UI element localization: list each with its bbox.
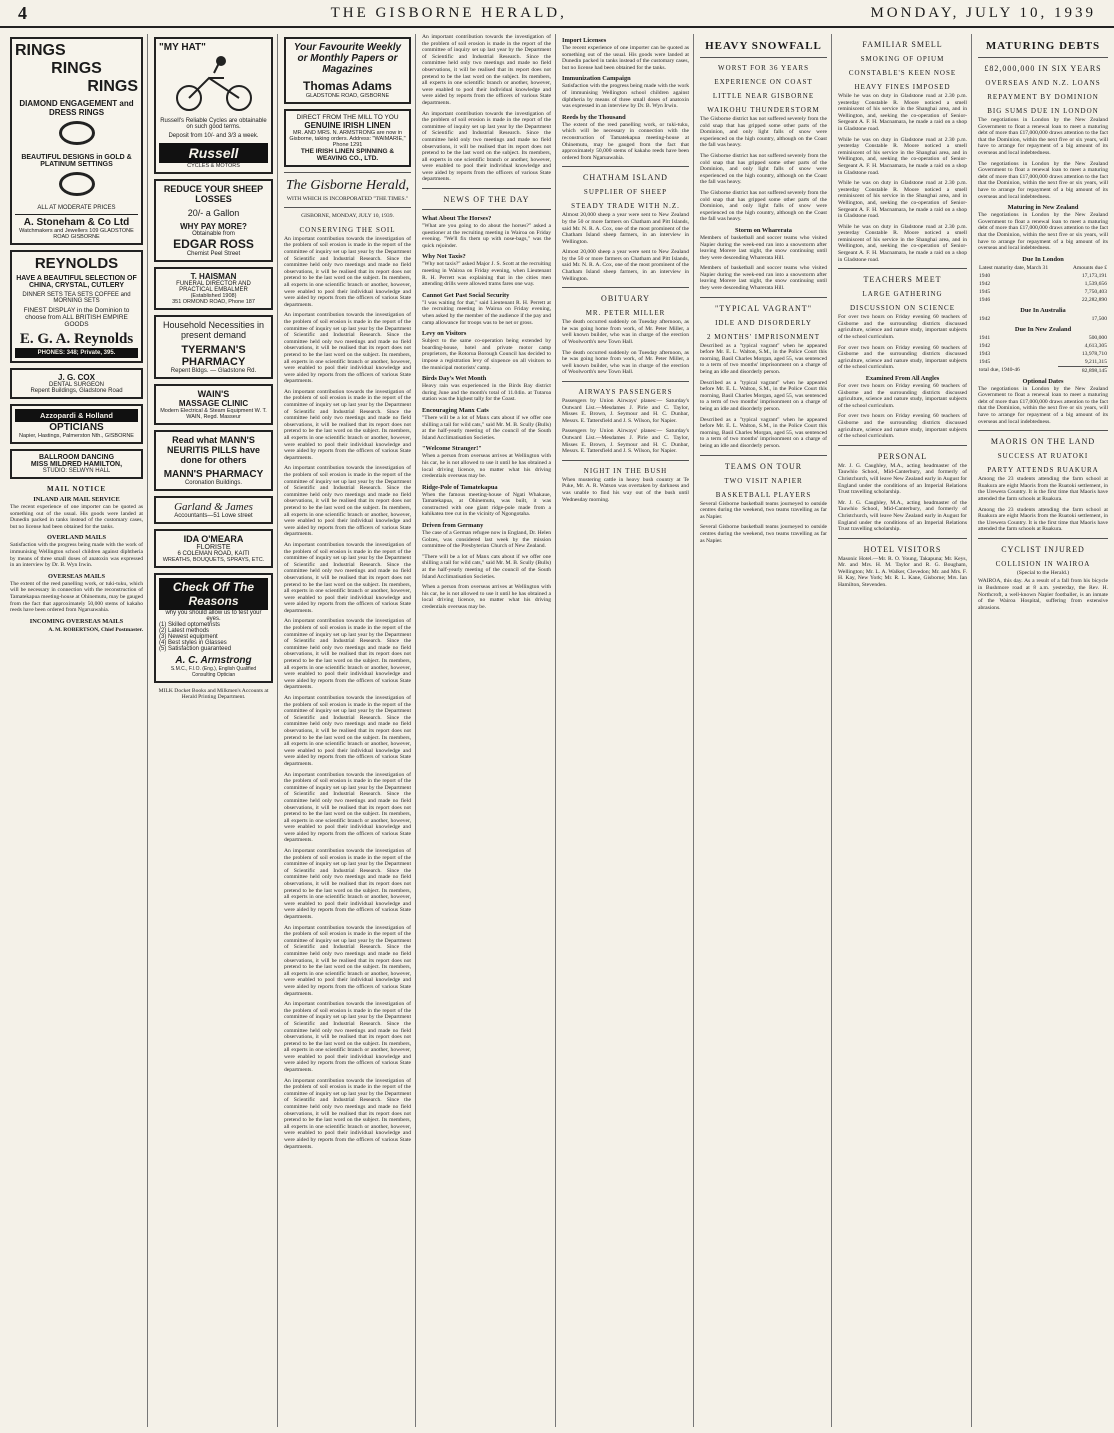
table-row — [978, 350, 1108, 358]
chatham-sub2: STEADY TRADE WITH N.Z. — [571, 202, 680, 211]
editorial-dateline: GISBORNE, MONDAY, JULY 10, 1939. — [301, 213, 394, 220]
haisman-role: FUNERAL DIRECTOR AND PRACTICAL EMBALMER — [176, 281, 251, 293]
opium-sub2: CONSTABLE'S KEEN NOSE — [848, 69, 957, 77]
linen-ad — [284, 109, 411, 167]
cyclist-credit: (Special to the Herald.) — [1016, 570, 1070, 576]
russell-deposit: Deposit from 10/- and 3/3 a week. — [168, 133, 259, 139]
bush-body: When mustering cattle in heavy bush country at Te Puke, Mr. A. R. Watson was overtaken by darkness and was unable to find his way out of the bush until Wednesday morning. — [562, 476, 689, 503]
teachers-body: For over two hours on Friday evening 60 teachers of Gisborne and the surrounding districts discussed agriculture, science and nature study, important subjects of the school curriculum. — [838, 314, 967, 341]
storm-body: Members of basketball and soccer teams who visited Napier during the week-end ran into a snowstorm after leaving Morere last night, the snow continuing until they were descending Wharerata Hill. — [700, 265, 827, 292]
editorial-body-cont: An important contribution towards the investigation of the problem of soil erosion is made in the report of the committee of inquiry set up last year by the Department of Scientific and Industrial Research. Since the committee held only two meetings and made no field observations, it will be realised that its report does not pretend to be the last word on the subject. Its members, all experts in one scientific branch or another, however, were enabled to pool their individual knowledge and were aided by reports from the officers of various State departments. — [284, 1077, 411, 1150]
divider — [562, 381, 689, 382]
table-cell: 1942 — [979, 280, 991, 287]
cox-ad — [10, 368, 143, 399]
debts-title: MATURING DEBTS — [985, 40, 1101, 52]
table-row — [978, 315, 1108, 323]
teams-body: Several Gisborne basketball teams journeyed to outside centres during the weekend, two teams travelling as far as Napier. — [700, 524, 827, 544]
checkoff-item: (5) Satisfaction guaranteed — [159, 646, 232, 652]
azzopardi-role: OPTICIANS — [49, 422, 104, 433]
divider — [284, 207, 411, 208]
table-row — [978, 342, 1108, 350]
editorial-body-cont: An important contribution towards the investigation of the problem of soil erosion is made in the report of the committee of inquiry set up last year by the Department of Scientific and Industrial Research. Since the committee held only two meetings and made no field observations, it will be realised that its report does not pretend to be the last word on the subject. Its members, all experts in one scientific branch or another, however, were enabled to pool their individual knowledge and were aided by reports from the officers of various State departments. — [284, 1001, 411, 1074]
table-header-row — [978, 264, 1108, 272]
azzopardi-places: Napier, Hastings, Palmerston Nth., GISBORNE — [19, 433, 134, 439]
magazines-brand: Thomas Adams — [303, 79, 392, 93]
editorial-body-cont: An important contribution towards the investigation of the problem of soil erosion is made in the report of the committee of inquiry set up last year by the Department of Scientific and Industrial Research. Since the committee held only two meetings and made no field observations, it will be realised that its report does not pretend to be the last word on the subject. Its members, all experts in one scientific branch or another, however, were enabled to pool their individual knowledge and were aided by reports from the officers of various State departments. — [284, 771, 411, 844]
debts-sub4: BIG SUMS DUE IN LONDON — [987, 107, 1099, 115]
license-head: Immunization Campaign — [562, 75, 631, 83]
vagrant-sub1: IDLE AND DISORDERLY — [715, 318, 812, 327]
table-row — [978, 366, 1108, 375]
table-row — [978, 288, 1108, 296]
haisman-est: (Established 1908) — [190, 293, 237, 299]
airways-body: Passengers by Union Airways' planes:— Saturday's Outward List.—Mesdames J. Pirie and C. Taylor, Misses E. Brown, J. Seymour and H. C. Dunbar, Messrs. E. Tattersfield and J. S. Wilson, for Napier. — [562, 398, 689, 424]
russell-text: Russell's Reliable Cycles are obtainable on such good terms. — [160, 118, 267, 130]
hotel-title: HOTEL VISITORS — [863, 544, 942, 554]
divider — [838, 445, 967, 446]
russell-ad — [154, 37, 273, 174]
russell-brand: Russell — [159, 143, 268, 163]
checkoff-brand: A. C. Armstrong — [175, 655, 252, 666]
omeara-sub: WREATHS, BOUQUETS, SPRAYS, ETC. — [162, 557, 265, 563]
manns-brand: MANN'S PHARMACY — [163, 469, 264, 480]
table-cell: 1941 — [979, 334, 991, 341]
table-row — [978, 296, 1108, 304]
vagrant-body: Described as a "typical vagrant" when he appeared before Mr. E. L. Walton, S.M., in the Police Court this morning, Basil Charles Morgan, aged 55, was sentenced to a term of two months' imprisonment on a charge of being an idle and disorderly person. — [700, 416, 827, 449]
editorial-paper-name: The Gisborne Herald, — [285, 178, 410, 193]
divider — [978, 538, 1108, 539]
debts-sub1: £82,000,000 IN SIX YEARS — [984, 64, 1102, 73]
wain-sub: Modern Electrical & Steam Equipment W. T. WAIN, Regd. Masseur — [160, 408, 267, 420]
reynolds-brand: E. G. A. Reynolds — [19, 331, 134, 347]
debts-sub2: OVERSEAS AND N.Z. LOANS — [985, 79, 1101, 87]
news-item-text: When a person from overseas arrives at Wellington with his car, he is not allowed to use it until he has obtained a local driving licence, no matter what his driving credentials overseas may be. — [422, 453, 551, 480]
news-item-head: Encouraging Manx Cats — [422, 406, 489, 414]
teachers-body: For over two hours on Friday evening 60 teachers of Gisborne and the surrounding districts discussed agriculture, science and nature study, important subjects of the school curriculum. — [838, 344, 967, 371]
maoris-sub: SUCCESS AT RUATOKI — [997, 452, 1089, 461]
maoris-body: Among the 23 students attending the farm school at Ruakura are eight Maoris from the Ruatoki settlement, in the Urewera Country. It is the first time that Maoris have attended the farm schools at Ruakura. — [978, 476, 1108, 503]
cyclist-title: CYCLIST INJURED — [1001, 545, 1085, 554]
haisman-addr: 351 ORMOND ROAD, Phone 187 — [172, 299, 255, 305]
news-item-text: "There will be a lot of Manx cats about if we offer one shilling a tail for wild cats," said Mr. M. B. Scully (Bulls) at the half-yearly meeting of the council of the South Island Acclimatisation Societies. — [422, 414, 551, 441]
dancing-studio: STUDIO: SELWYN HALL — [42, 468, 111, 474]
snowfall-body: The Gisborne district has not suffered severely from the cold snap that has gripped some other parts of the Dominion, and only light falls of snow were experienced on the high country, although on the Coast the fall was heavy. — [700, 189, 827, 223]
tyerman-brand: TYERMAN'S PHARMACY — [181, 344, 246, 368]
cyclist-illustration — [164, 53, 264, 113]
table-header-cell: Amounts due £ — [1072, 264, 1107, 271]
teams-sub2: BASKETBALL PLAYERS — [715, 490, 812, 499]
rings-shop: A. Stoneham & Co Ltd — [15, 214, 138, 228]
column-editorial — [280, 34, 416, 1427]
maoris-sub2: PARTY ATTENDS RUAKURA — [987, 466, 1099, 475]
dancing-ad — [10, 449, 143, 479]
magazines-addr: GLADSTONE ROAD, GISBORNE — [305, 93, 390, 99]
editorial-body-cont: An important contribution towards the investigation of the problem of soil erosion is made in the report of the committee of inquiry set up last year by the Department of Scientific and Industrial Research. Since the committee held only two meetings and made no field observations, it will be realised that its report does not pretend to be the last word on the subject. Its members, all experts in one scientific branch or another, however, were enabled to pool their individual knowledge and were aided by reports from the officers of various State departments. — [284, 541, 411, 614]
omeara-role: FLORISTE — [196, 544, 231, 551]
reynolds-display: FINEST DISPLAY in the Dominion to choose from ALL BRITISH EMPIRE GOODS — [23, 307, 130, 328]
ring-icon — [59, 121, 95, 145]
news-item-text: The case of a German refugee now in England, Dr. Helen Golzes, was considered last week by the mission committee of the Presbyterian Church of New Zealand. — [422, 530, 551, 550]
table-cell: 1945 — [979, 288, 991, 295]
garland-ad — [154, 496, 273, 524]
russell-hat: "MY HAT" — [159, 42, 206, 53]
checkoff-item: (2) Latest methods — [159, 628, 210, 634]
table-cell: 82,898,145 — [1058, 366, 1108, 375]
chatham-sub: SUPPLIER OF SHEEP — [583, 188, 668, 197]
dancing-title: BALLROOM DANCING — [38, 454, 115, 461]
table-cell: 1,539,656 — [1084, 280, 1107, 287]
wain-role: MASSAGE CLINIC — [178, 399, 249, 408]
debts-table-australia — [978, 315, 1108, 323]
license-text: The recent experience of one importer can be quoted as something out of the usual. His goods were landed at Dunedin packed in tanks instead of the customary cases, but no license had been obtained for the tanks. — [562, 45, 689, 71]
divider — [562, 460, 689, 461]
divider — [422, 188, 551, 189]
checkoff-item: (4) Best styles in Glasses — [159, 640, 227, 646]
linen-head: DIRECT FROM THE MILL TO YOU — [296, 114, 399, 121]
debts-table2-head: Due In Australia — [1020, 306, 1066, 314]
snowfall-body: The Gisborne district has not suffered severely from the cold snap that has gripped some other parts of the Dominion, and only light falls of snow were experienced on the high country, although on the Coast the fall was heavy. — [700, 116, 827, 149]
cyclist-sub: COLLISION IN WAIROA — [995, 560, 1091, 568]
rings-sub2: BEAUTIFUL DESIGNS in GOLD & PLATINUM SETTINGS — [21, 154, 132, 168]
page-number: 4 — [18, 2, 27, 23]
magazines-ad — [284, 37, 411, 104]
table-cell: 7,750,403 — [1084, 288, 1107, 295]
rings-line-2: RINGS — [51, 60, 102, 77]
linen-sub: MR. AND MRS. N. ARMSTRONG are now in Gisborne, taking orders. Address: "WAIMARIE," Phone 1291 — [289, 130, 406, 148]
tyerman-ad — [154, 315, 273, 379]
table-cell: 4,613,305 — [1084, 342, 1107, 349]
editorial-with: WITH WHICH IS INCORPORATED "THE TIMES." — [286, 196, 409, 202]
chatham-body: Almost 20,000 sheep a year were sent to New Zealand by the 50 or more farmers on Chatham and Pitt Islands, said Mr. N. R. A. Cox, one of the most prominent of the Chatham Island sheep farmers, in an interview in Wellington. — [562, 212, 689, 245]
divider — [978, 57, 1108, 58]
debts-body: The negotiations in London by the New Zealand Government to float a renewal loan to meet a maturing debt of more than £17,000,000 draws attention to the fact that the Dominion, within the next five or six years, will have to arrange for repayment of a big amount of its overseas and local indebtedness. — [978, 385, 1108, 425]
teachers-body: For over two hours on Friday evening 60 teachers of Gisborne and the surrounding districts discussed agriculture, science and nature study, important subjects of the school curriculum. — [838, 383, 967, 409]
haisman-name: T. HAISMAN — [190, 272, 237, 281]
divider — [284, 172, 411, 173]
cox-addr: Repent Buildings, Gladstone Road — [30, 388, 123, 394]
manns-ad — [154, 430, 273, 491]
column-7 — [834, 34, 972, 1427]
manns-head: Read what MANN'S NEURITIS PILLS have done for others — [166, 435, 261, 465]
checkoff-item: (3) Newest equipment — [159, 634, 218, 640]
rings-ad — [10, 37, 143, 245]
vagrant-sub2: 2 MONTHS' IMPRISONMENT — [706, 332, 821, 341]
column-8 — [974, 34, 1112, 1427]
divider — [700, 57, 827, 58]
mail-overland-head: OVERLAND MAILS — [46, 534, 107, 542]
reynolds-ad — [10, 250, 143, 363]
table-cell: 17,173,191 — [1081, 272, 1107, 279]
airways-body: Passengers by Union Airways' planes:— Saturday's Outward List.—Mesdames J. Pirie and C. Taylor, Misses E. Brown, J. Seymour and H. C. Dunbar, Messrs. E. Tattersfield and J. S. Wilson, for Napier. — [562, 428, 689, 455]
editorial-title: CONSERVING THE SOIL — [299, 225, 396, 234]
snowfall-sub3: LITTLE NEAR GISBORNE — [712, 92, 815, 100]
dancing-name: MISS MILDRED HAMILTON, — [30, 461, 123, 468]
divider — [562, 166, 689, 167]
checkoff-brand-sub: S.M.C., F.I.O. (Eng.), English Qualified Consulting Optician — [170, 666, 257, 678]
license-text: The extent of the reed panelling work, or tuki-tuku, which will be necessary in connection with the reconstruction of Tamatekapua meeting-house at Ohinemutu, may be gauged from the fact that approximately 50,000 stems of kakaho reeds have been ordered from Ngaruawahia. — [562, 121, 689, 161]
column-5 — [558, 34, 694, 1427]
sheep-from: Obtainable from — [192, 231, 235, 237]
divider — [700, 455, 827, 456]
garland-brand: Garland & James — [174, 501, 253, 513]
manns-sub: Coronation Buildings. — [184, 480, 243, 486]
maoris-body: Among the 23 students attending the farm school at Ruakura are eight Maoris from the Ruatoki settlement, in the Urewera Country. It is the first time that Maoris have attended the farm schools at Ruakura. — [978, 506, 1108, 533]
omeara-ad — [154, 529, 273, 568]
chatham-body: Almost 20,000 sheep a year were sent to New Zealand by the 50 or more farmers on Chatham and Pitt Islands, said Mr. N. R. A. Cox, one of the most prominent of the Chatham Island sheep farmers, in an interview in Wellington. — [562, 249, 689, 282]
azzopardi-name: Azzopardi & Holland — [15, 409, 138, 422]
tyerman-head: Household Necessities in present demand — [162, 320, 265, 340]
table-cell: 9,211,315 — [1084, 358, 1107, 365]
linen-mill: THE IRISH LINEN SPINNING & WEAVING CO., LTD. — [300, 148, 395, 162]
news-item-head: Driven from Germany — [422, 522, 484, 530]
news-item-head: Ridge-Pole of Tamatekapua — [422, 483, 498, 491]
table-row — [978, 280, 1108, 288]
hotel-body: Masonic Hotel.—Mr. R. O. Young, Takapuna; Mr. Keys, Mr. and Mrs. H. M. Taylor and R. G. Bougham, Wellington; Mr. L. A. Walker, Clevedon; Mr. and Mrs. F. H. Kay, New York; Mr. R. L. Kane, Gisborne; Mrs. Ian Hamilton, Stevenden. — [838, 555, 967, 589]
mail-overland-body: Satisfaction with the progress being made with the work of immunising Wellington school children against diphtheria by means of three small doses of anatoxin was expressed in an interview by Dr. B. Wyn Irwin. — [10, 542, 143, 569]
rings-sub1: DIAMOND ENGAGEMENT and DRESS RINGS — [19, 99, 134, 117]
column-6 — [696, 34, 832, 1427]
checkoff-sub: why you should allow us to test your eyes. — [165, 610, 262, 622]
table-cell: 1942 — [979, 315, 991, 322]
mail-overseas-head: OVERSEAS MAILS — [48, 572, 105, 580]
mail-incoming-head: INCOMING OVERSEAS MAILS — [29, 617, 124, 625]
mail-inland-body: The recent experience of one importer can be quoted as something out of the usual. His goods were landed at Dunedin packed in tanks instead of the customary cases, but no license had been obtained for the tanks. — [10, 504, 143, 530]
footer-note: MILK Docket Books and Milkmen's Accounts at Herald Printing Department. — [158, 688, 269, 701]
rings-sub3: ALL AT MODERATE PRICES — [37, 205, 116, 211]
opium-title: FAMILIAR SMELL — [862, 40, 943, 49]
table-cell: 1942 — [979, 342, 991, 349]
airways-title: AIRWAYS PASSENGERS — [578, 388, 673, 396]
table-row — [978, 334, 1108, 342]
reynolds-sets: DINNER SETS TEA SETS COFFEE and MORNING SETS — [22, 292, 131, 304]
news-item-text: When a person from overseas arrives at Wellington with his car, he is not allowed to use it until he has obtained a local driving licence, no matter what his driving credentials overseas may be. — [422, 584, 551, 610]
teachers-title: TEACHERS MEET — [863, 275, 942, 285]
divider — [838, 268, 967, 269]
news-item-text: "I was waiting for that," said Lieutenant R. H. Perrett at the recruiting meeting in Wairoa on Friday evening, when asked by the member of the audience if the pay and camp allowance for troops was to be net or gross. — [422, 299, 551, 326]
sheep-brand-sub: Chemist Peel Street — [186, 251, 241, 257]
news-intro: An important contribution towards the investigation of the problem of soil erosion is made in the report of the committee of inquiry set up last year by the Department of Scientific and Industrial Research. Since the committee held only two meetings and made no field observations, it will be realised that its report does not pretend to be the last word on the subject. Its members, all experts in one scientific branch or another, however, were enabled to pool their individual knowledge and were aided by reports from the officers of various State departments. — [422, 110, 551, 183]
issue-date: MONDAY, JULY 10, 1939 — [870, 4, 1096, 21]
news-intro: An important contribution towards the investigation of the problem of soil erosion is made in the report of the committee of inquiry set up last year by the Department of Scientific and Industrial Research. Since the committee held only two meetings and made no field observations, it will be realised that its report does not pretend to be the last word on the subject. Its members, all experts in one scientific branch or another, however, were enabled to pool their individual knowledge and were aided by reports from the officers of various State departments. — [422, 34, 551, 106]
maoris-title: MAORIS ON THE LAND — [990, 437, 1096, 447]
opium-body: While he was on duty in Gladstone road at 2.30 p.m. yesterday Constable R. Moore noticed a smell reminiscent of his service in the Shanghai area, and in Wellington, and, seeking the co-operation of Senior-Sergeant A. F. H. Macnamara, he made a raid on a shop in Gladstone road. — [838, 180, 967, 220]
column-news — [418, 34, 556, 1427]
table-cell: 1943 — [979, 350, 991, 357]
news-item-head: "Welcome Stranger!" — [422, 445, 482, 453]
omeara-addr: 6 COLEMAN ROAD, KAITI — [177, 551, 250, 557]
rings-illustration — [15, 121, 138, 150]
license-head: Reeds by the Thousand — [562, 113, 626, 121]
table-cell: 1946 — [979, 296, 991, 303]
debts-sub3: REPAYMENT BY DOMINION — [987, 93, 1099, 101]
obituary-name: MR. PETER MILLER — [585, 309, 666, 318]
mail-signature: A. M. ROBERTSON, Chief Postmaster. — [48, 626, 143, 633]
wain-ad — [154, 384, 273, 425]
table-header-cell: Latest maturity date, March 31 — [979, 264, 1049, 271]
ring-icon — [59, 172, 95, 196]
snowfall-sub1: WORST FOR 36 YEARS — [718, 64, 809, 72]
snowfall-body: The Gisborne district has not suffered severely from the cold snap that has gripped some other parts of the Dominion, and only light falls of snow were experienced on the high country, although on the Coast the fall was heavy. — [700, 152, 827, 186]
wain-name: WAIN'S — [197, 389, 230, 399]
news-item-head: Levy on Visitors — [422, 330, 467, 338]
mail-inland-head: INLAND AIR MAIL SERVICE — [33, 496, 120, 503]
debts-body: The negotiations in London by the New Zealand Government to float a renewal loan to meet a maturing debt of more than £17,000,000 draws attention to the fact that the Dominion, within the next five or six years, will have to arrange for repayment of a big amount of its overseas and local indebtedness. — [978, 212, 1108, 252]
table-row — [978, 358, 1108, 367]
azzopardi-ad — [10, 404, 143, 444]
vagrant-body: Described as a "typical vagrant" when he appeared before Mr. E. L. Walton, S.M., in the Police Court this morning, Basil Charles Morgan, aged 55, was sentenced to a term of two months' imprisonment on a charge of being an idle and disorderly person. — [700, 379, 827, 412]
editorial-body-cont: An important contribution towards the investigation of the problem of soil erosion is made in the report of the committee of inquiry set up last year by the Department of Scientific and Industrial Research. Since the committee held only two meetings and made no field observations, it will be realised that its report does not pretend to be the last word on the subject. Its members, all experts in one scientific branch or another, however, were enabled to pool their individual knowledge and were aided by reports from the officers of various State departments. — [284, 924, 411, 997]
debts-body: The negotiations in London by the New Zealand Government to float a renewal loan to meet a maturing debt of more than £17,000,000 draws attention to the fact that the Dominion, within the next five or six years, will have to arrange for repayment of a big amount of its overseas and local indebtedness. — [978, 117, 1108, 156]
obituary-body: The death occurred suddenly on Tuesday afternoon, as he was going home from work, of Mr. Peter Miller, a well known builder, who was in charge of the erection of Woolworth's new Town Hall. — [562, 349, 689, 376]
news-title: NEWS OF THE DAY — [443, 195, 530, 205]
teams-title: TEAMS ON TOUR — [724, 461, 803, 471]
divider — [562, 287, 689, 288]
sheep-why: WHY PAY MORE? — [180, 222, 247, 231]
chatham-title: CHATHAM ISLAND — [583, 173, 668, 183]
rings-line-3: RINGS — [87, 78, 138, 95]
obituary-title: OBITUARY — [601, 294, 650, 304]
teachers-sub2: DISCUSSION ON SCIENCE — [849, 304, 955, 313]
teachers-body: For over two hours on Friday evening 60 teachers of Gisborne and the surrounding districts discussed agriculture, science and nature study, important subjects of the school curriculum. — [838, 413, 967, 440]
obituary-body: The death occurred suddenly on Tuesday afternoon, as he was going home from work, of Mr. Peter Miller, a well known builder, who was in charge of the erection of Woolworth's new Town Hall. — [562, 319, 689, 346]
opium-sub1: SMOKING OF OPIUM — [860, 55, 945, 63]
news-item-text: "What are you going to do about the horses?" asked a questioner at the recruiting meeting in Wairoa on Friday evening. "We'll fix them up with nose-bags," was the quick rejoinder. — [422, 223, 551, 249]
table-cell: 1940 — [979, 272, 991, 279]
checkoff-item: (1) Skilled optometrists — [159, 622, 221, 628]
debts-sub5: Maturing in New Zealand — [1007, 204, 1079, 212]
linen-title: GENUINE IRISH LINEN — [304, 121, 391, 130]
divider — [838, 538, 967, 539]
table-cell: 1945 — [979, 358, 991, 365]
column-ads-left — [6, 34, 148, 1427]
debts-table-head: Due In London — [1022, 255, 1064, 263]
teams-sub: TWO VISIT NAPIER — [724, 476, 803, 485]
table-cell: total due, 1940-46 — [979, 367, 1020, 374]
opium-body: While he was on duty in Gladstone road at 2.30 p.m. yesterday Constable R. Moore noticed a smell reminiscent of his service in the Shanghai area, and in Wellington, and, seeking the co-operation of Senior-Sergeant A. F. H. Macnamara, he made a raid on a shop in Gladstone road. — [838, 93, 967, 132]
magazines-head: Your Favourite Weekly or Monthly Papers or Magazines — [293, 42, 402, 75]
editorial-body: An important contribution towards the investigation of the problem of soil erosion is made in the report of the committee of inquiry set up last year by the Department of Scientific and Industrial Research. Since the committee held only two meetings and made no field observations, it will be realised that its report does not pretend to be the last word on the subject. Its members, all experts in one scientific branch or another, however, were enabled to pool their individual knowledge and were aided by reports from the officers of various State departments. — [284, 235, 411, 308]
garland-sub: Accountants—51 Lowe street — [174, 513, 253, 519]
reynolds-name: REYNOLDS — [34, 255, 119, 272]
sheep-title: REDUCE YOUR SHEEP LOSSES — [163, 184, 264, 204]
table-cell: 22,282,890 — [1081, 296, 1107, 303]
teams-body: Several Gisborne basketball teams journeyed to outside centres during the weekend, two teams travelling as far as Napier. — [700, 500, 827, 520]
snowfall-title: HEAVY SNOWFALL — [705, 40, 822, 52]
teachers-sub3: Examined From All Angles — [865, 375, 940, 382]
masthead — [0, 0, 1114, 28]
checkoff-title: Check Off The Reasons — [159, 578, 268, 610]
divider — [978, 430, 1108, 431]
opium-body: While he was on duty in Gladstone road at 2.30 p.m. yesterday Constable R. Moore noticed a smell reminiscent of his service in the Shanghai area, and in Wellington, and, seeking the co-operation of Senior-Sergeant A. F. H. Macnamara, he made a raid on a shop in Gladstone road. — [838, 223, 967, 263]
opium-body: While he was on duty in Gladstone road at 2.30 p.m. yesterday Constable R. Moore noticed a smell reminiscent of his service in the Shanghai area, and in Wellington, and, seeking the co-operation of Senior-Sergeant A. F. H. Macnamara, he made a raid on a shop in Gladstone road. — [838, 136, 967, 176]
news-item-text: "Why not taxis?" asked Major J. S. Scott at the recruiting meeting in Wairoa on Friday evening, when Lieutenant R. H. Perrett was explaining that in the cities men attending drills were allowed trams fares one way. — [422, 261, 551, 288]
editorial-body-cont: An important contribution towards the investigation of the problem of soil erosion is made in the report of the committee of inquiry set up last year by the Department of Scientific and Industrial Research. Since the committee held only two meetings and made no field observations, it will be realised that its report does not pretend to be the last word on the subject. Its members, all experts in one scientific branch or another, however, were enabled to pool their individual knowledge and were aided by reports from the officers of various State departments. — [284, 848, 411, 920]
reynolds-phone: PHONES: 348; Private, 395. — [15, 348, 138, 358]
sheep-brand: EDGAR ROSS — [173, 237, 254, 251]
vagrant-title: "TYPICAL VAGRANT" — [715, 303, 812, 313]
tyerman-sub: Repent Bldgs. — Gladstone Rd. — [170, 368, 257, 374]
editorial-body-cont: An important contribution towards the investigation of the problem of soil erosion is made in the report of the committee of inquiry set up last year by the Department of Scientific and Industrial Research. Since the committee held only two meetings and made no field observations, it will be realised that its report does not pretend to be the last word on the subject. Its members, all experts in one scientific branch or another, however, were enabled to pool their individual knowledge and were aided by reports from the officers of various State departments. — [284, 465, 411, 538]
editorial-body-cont: An important contribution towards the investigation of the problem of soil erosion is made in the report of the committee of inquiry set up last year by the Department of Scientific and Industrial Research. Since the committee held only two meetings and made no field observations, it will be realised that its report does not pretend to be the last word on the subject. Its members, all experts in one scientific branch or another, however, were enabled to pool their individual knowledge and were aided by reports from the officers of various State departments. — [284, 695, 411, 767]
personal-body: Mr. J. G. Caughley, M.A., acting headmaster of the Tauwhio School, Mid-Canterbury, and formerly of Christchurch, will leave New Zealand early in August for England under the conditions of an Imperial Relations Trust travelling scholarship. — [838, 462, 967, 496]
cyclist-body: WAIROA, this day. As a result of a fall from his bicycle in Bushmore road at 8 a.m. yesterday, the Rev. H. Northcroft, a well-known Napier footballer, is an inmate of the Wairoa Hospital, suffering from extensive abrasions. — [978, 578, 1108, 611]
bush-title: NIGHT IN THE BUSH — [583, 466, 668, 475]
divider — [422, 209, 551, 210]
russell-brand-sub: CYCLES & MOTORS — [187, 163, 240, 169]
divider — [700, 297, 827, 298]
table-row — [978, 272, 1108, 280]
news-item-head: Why Not Taxis? — [422, 253, 466, 261]
table-cell: 13,978,710 — [1081, 350, 1107, 357]
checkoff-ad — [154, 573, 273, 683]
mail-title: MAIL NOTICE — [46, 485, 107, 493]
debts-sub6: Optional Dates — [1022, 377, 1064, 385]
rings-shop-sub: Watchmakers and Jewellers 109 GLADSTONE ROAD GISBORNE — [19, 228, 134, 240]
personal-body: Mr. J. G. Caughley, M.A., acting headmaster of the Tauwhio School, Mid-Canterbury, and formerly of Christchurch, will leave New Zealand early in August for England under the conditions of an Imperial Relations Trust travelling scholarship. — [838, 499, 967, 533]
editorial-body-cont: An important contribution towards the investigation of the problem of soil erosion is made in the report of the committee of inquiry set up last year by the Department of Scientific and Industrial Research. Since the committee held only two meetings and made no field observations, it will be realised that its report does not pretend to be the last word on the subject. Its members, all experts in one scientific branch or another, however, were enabled to pool their individual knowledge and were aided by reports from the officers of various State departments. — [284, 312, 411, 385]
column-ads-2 — [150, 34, 278, 1427]
table-cell: 500,000 — [1088, 334, 1107, 341]
debts-body: The negotiations in London by the New Zealand Government to float a renewal loan to meet a maturing debt of more than £17,000,000 draws attention to the fact that the Dominion, within the next five or six years, will have to arrange for repayment of a big amount of its overseas and local indebtedness. — [978, 160, 1108, 200]
reynolds-lines: HAVE A BEAUTIFUL SELECTION OF CHINA, CRYSTAL, CUTLERY — [16, 275, 137, 289]
news-item-text: When the famous meeting-house of Ngati Whakaue, Tamatekapua, at Ohinemutu, was built, it was constructed with one giant ridge-pole made from a kahikatea tree cut in the vicinity of Ngongotaha. — [422, 491, 551, 518]
editorial-body-cont: An important contribution towards the investigation of the problem of soil erosion is made in the report of the committee of inquiry set up last year by the Department of Scientific and Industrial Research. Since the committee held only two meetings and made no field observations, it will be realised that its report does not pretend to be the last word on the subject. Its members, all experts in one scientific branch or another, however, were enabled to pool their individual knowledge and were aided by reports from the officers of various State departments. — [284, 618, 411, 691]
newspaper-title: THE GISBORNE HERALD, — [330, 4, 567, 21]
snowfall-sub2: EXPERIENCE ON COAST — [714, 78, 813, 86]
cox-name: J. G. COX — [58, 373, 95, 382]
editorial-body-cont: An important contribution towards the investigation of the problem of soil erosion is made in the report of the committee of inquiry set up last year by the Department of Scientific and Industrial Research. Since the committee held only two meetings and made no field observations, it will be realised that its report does not pretend to be the last word on the subject. Its members, all experts in one scientific branch or another, however, were enabled to pool their individual knowledge and were aided by reports from the officers of various State departments. — [284, 388, 411, 461]
news-item-head: What About The Horses? — [422, 215, 492, 223]
debts-table-nz — [978, 334, 1108, 375]
rings-illustration-2 — [15, 172, 138, 201]
debts-table-london — [978, 264, 1108, 304]
teachers-sub: LARGE GATHERING — [862, 290, 943, 299]
mail-overseas-body: The extent of the reed panelling work, or tuki-tuku, which will be necessary in connection with the reconstruction of Tamatekapua meeting-house at Ohinemutu, may be gauged from the fact that approximately 50,000 stems of kakaho reeds have been ordered from Ngaruawahia. — [10, 580, 143, 614]
rings-line-1: RINGS — [15, 42, 66, 59]
news-item-text: "There will be a lot of Manx cats about if we offer one shilling a tail for wild cats," said Mr. M. B. Scully (Bulls) at the half-yearly meeting of the council of the South Island Acclimatisation Societies. — [422, 553, 551, 580]
debts-table3-head: Due In New Zealand — [1014, 325, 1072, 333]
opium-sub3: HEAVY FINES IMPOSED — [854, 83, 951, 91]
news-item-head: Cannot Get Past Social Security — [422, 291, 510, 299]
license-head: Import Licenses — [562, 37, 607, 44]
omeara-name: IDA O'MEARA — [183, 534, 244, 544]
sheep-price: 20/- a Gallon — [187, 208, 240, 218]
storm-head: Storm on Wharerata — [735, 226, 792, 234]
news-item-head: Birds Day's Wet Month — [422, 375, 487, 383]
news-item-text: Heavy rain was experienced in the Birds Bay district during June and the month's total of 11.04in. at Tutaroa station was the highest tally for the Coast. — [422, 383, 551, 403]
cox-role: DENTAL SURGEON — [48, 382, 104, 388]
news-item-text: Subject to the same co-operation being extended by boarding-house, hotel and private motor camp proprietors, the Rotorua Borough Council has decided to impose a registration levy of sixpence on all visitors to the municipal motorists' camp. — [422, 338, 551, 371]
storm-body: Members of basketball and soccer teams who visited Napier during the week-end ran into a snowstorm after leaving Morere last night, the snow continuing until they were descending Wharerata Hill. — [700, 234, 827, 261]
table-cell: 17,500 — [1091, 315, 1107, 322]
sheep-ad — [154, 179, 273, 262]
snowfall-sub4: WAIKOHU THUNDERSTORM — [707, 106, 820, 114]
haisman-ad — [154, 267, 273, 310]
license-text: Satisfaction with the progress being made with the work of immunising Wellington school children against diphtheria by means of three small doses of anatoxin was expressed in an interview by Dr. B. Wyn Irwin. — [562, 83, 689, 110]
personal-title: PERSONAL — [877, 451, 928, 461]
vagrant-body: Described as a "typical vagrant" when he appeared before Mr. E. L. Walton, S.M., in the Police Court this morning, Basil Charles Morgan, aged 55, was sentenced to a term of two months' imprisonment on a charge of being an idle and disorderly person. — [700, 342, 827, 376]
